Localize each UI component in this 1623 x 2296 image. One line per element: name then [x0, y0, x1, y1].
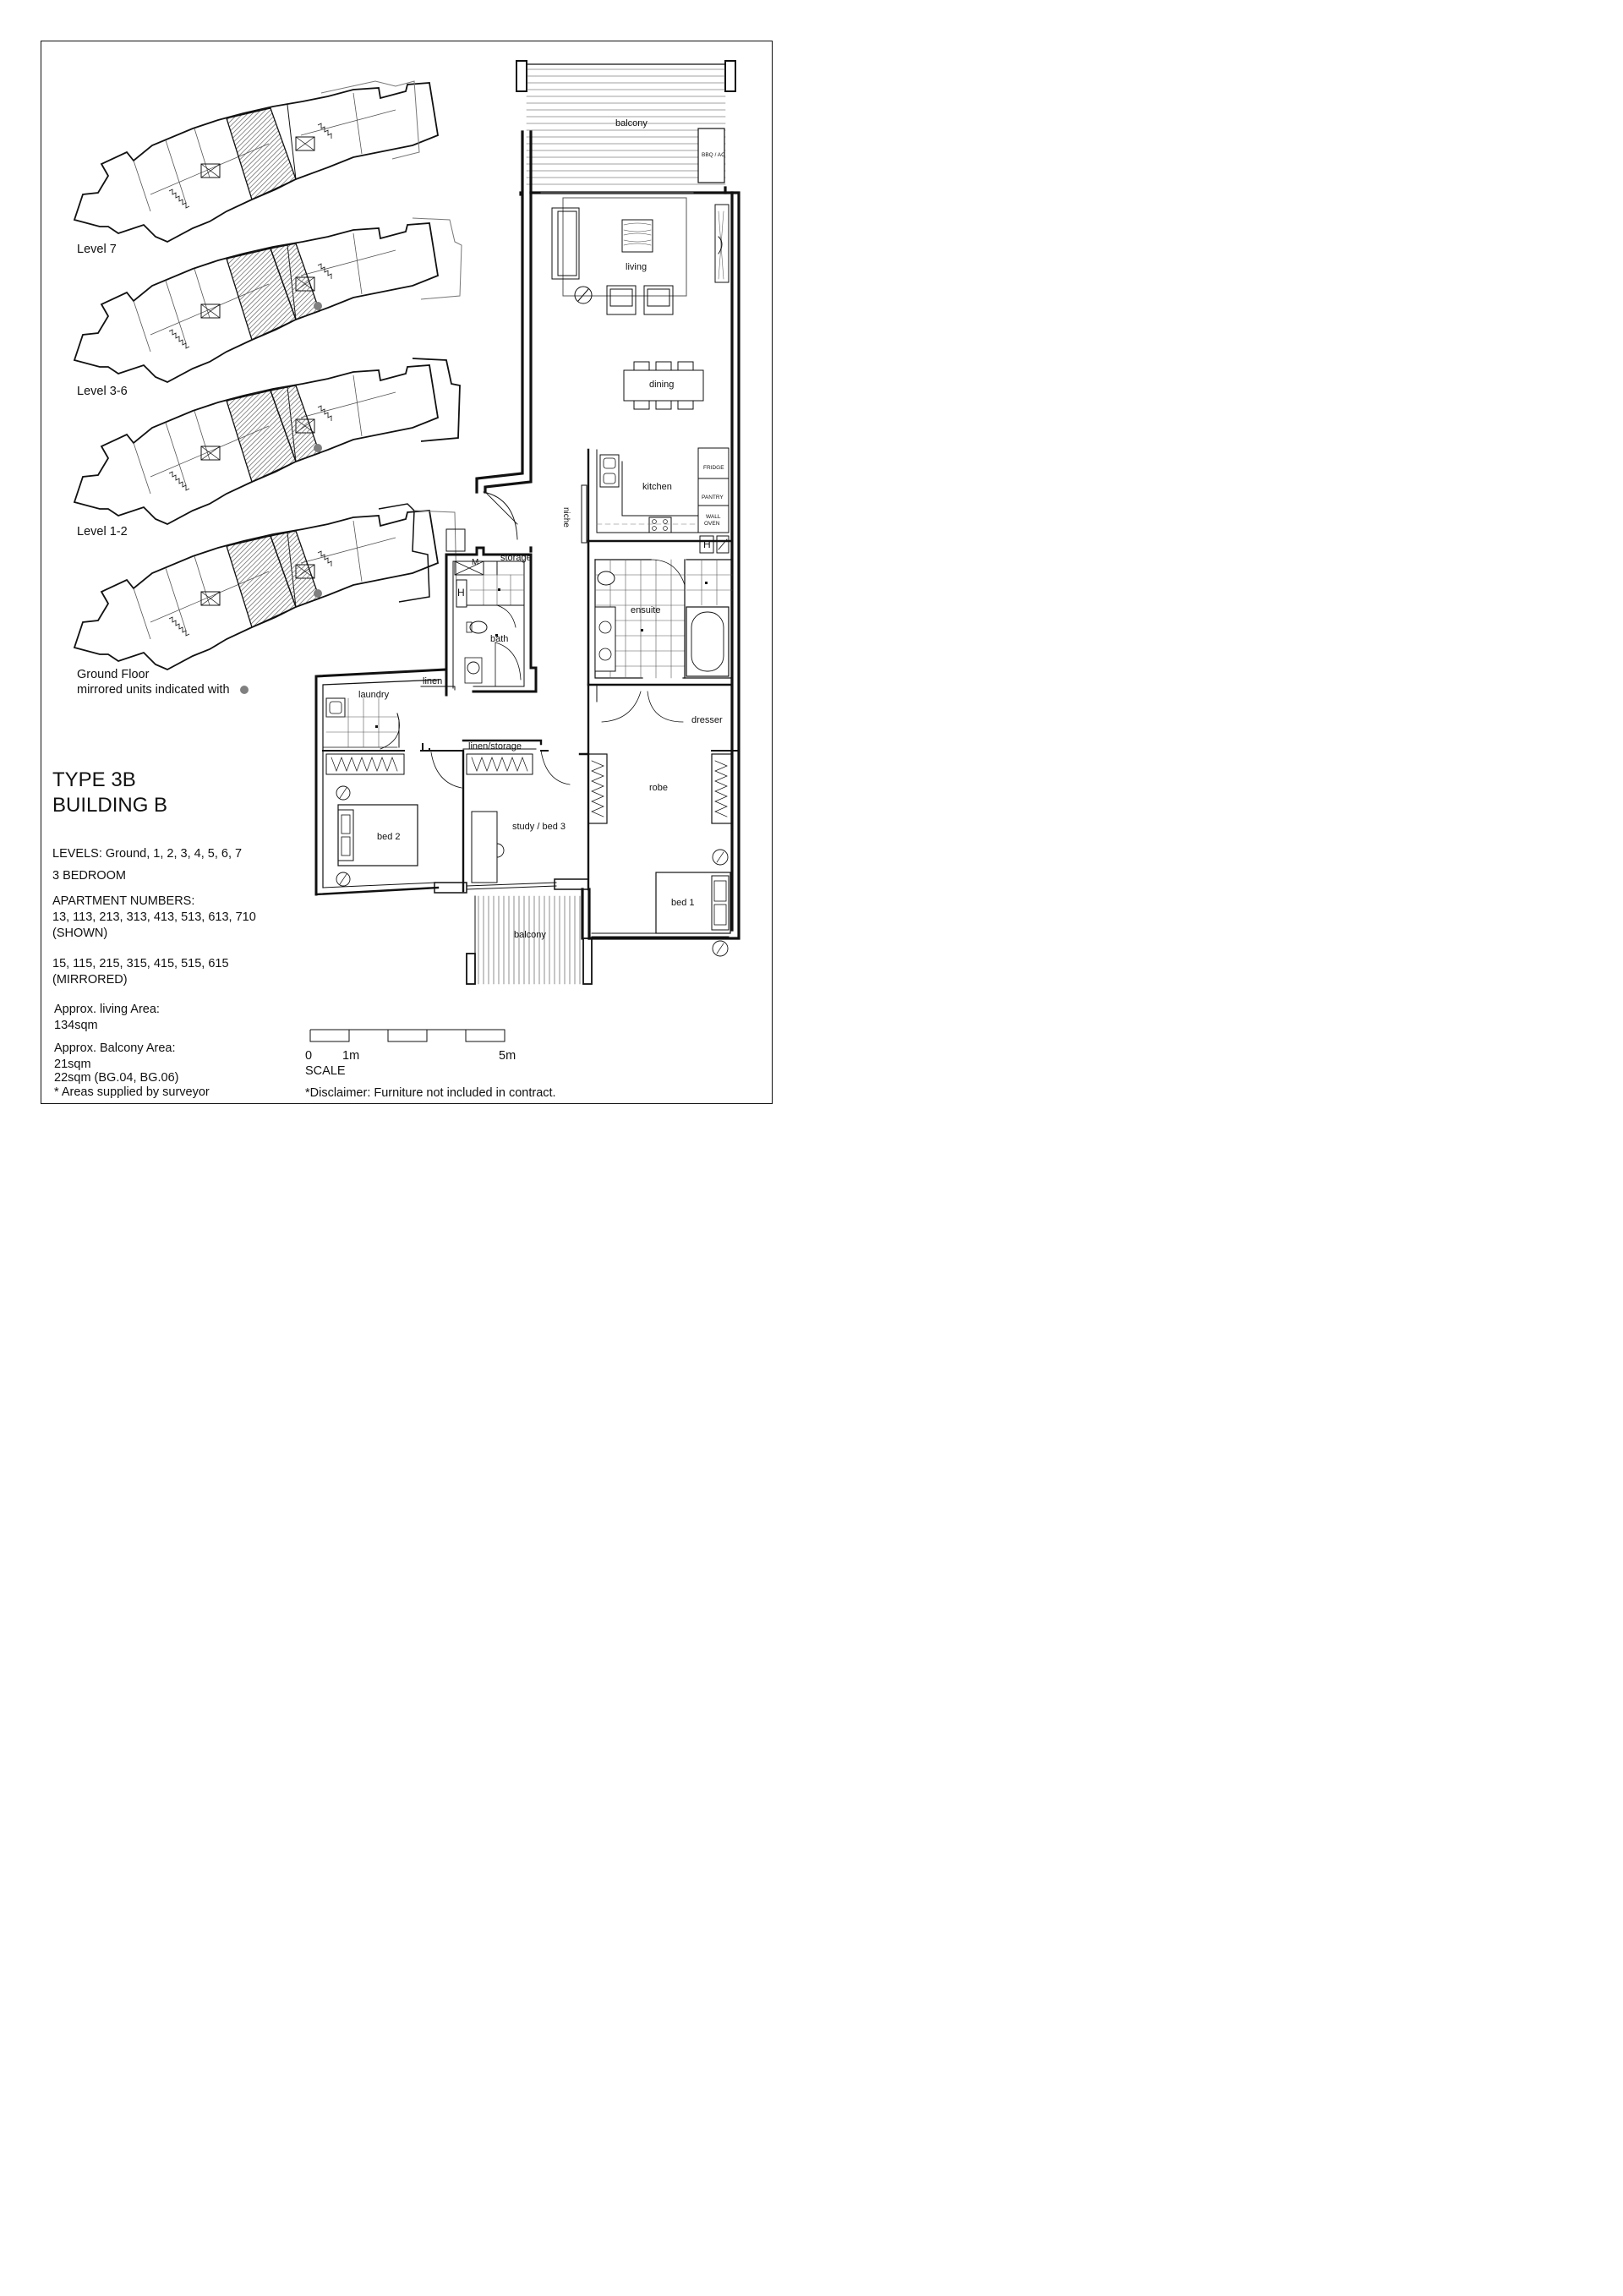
balcony-area-value-1: 21sqm — [54, 1058, 91, 1071]
mirrored-label: (MIRRORED) — [52, 973, 128, 987]
balcony-area-label: Approx. Balcony Area: — [54, 1041, 176, 1055]
apartment-numbers-heading: APARTMENT NUMBERS: — [52, 894, 195, 908]
scale-tick-5m: 5m — [499, 1049, 516, 1063]
room-label-robe: robe — [649, 783, 669, 793]
areas-note: * Areas supplied by surveyor — [54, 1085, 210, 1099]
room-label-dresser: dresser — [691, 715, 723, 725]
room-label-h-bath: H — [457, 587, 465, 599]
room-label-pantry: PANTRY — [702, 495, 724, 500]
room-label-h-kitchen: H — [703, 538, 711, 550]
disclaimer: *Disclaimer: Furniture not included in contract. — [305, 1086, 556, 1100]
mirrored-numbers: 15, 115, 215, 315, 415, 515, 615 — [52, 957, 229, 970]
room-label-wall: WALL — [706, 514, 721, 520]
room-label-niche: niche — [561, 507, 571, 528]
room-label-laundry: laundry — [358, 690, 390, 700]
scale-tick-0: 0 — [305, 1049, 313, 1063]
floor-plan — [0, 0, 812, 1148]
levels-line: LEVELS: Ground, 1, 2, 3, 4, 5, 6, 7 — [52, 847, 243, 861]
room-label-kitchen: kitchen — [642, 482, 672, 492]
room-label-fridge: FRIDGE — [703, 465, 724, 471]
living-furniture — [552, 198, 686, 314]
room-label-dining: dining — [649, 380, 675, 390]
level-1-2-label: Level 1-2 — [77, 525, 128, 538]
right-wing — [580, 685, 739, 956]
type-title: TYPE 3B — [52, 768, 136, 791]
room-label-bed-2: bed 2 — [377, 832, 401, 842]
room-label-oven: OVEN — [704, 521, 720, 527]
bedrooms-line: 3 BEDROOM — [52, 869, 127, 883]
ground-floor-label: Ground Floor — [77, 668, 150, 681]
room-label-study: study / bed 3 — [512, 822, 566, 832]
room-label-linen-storage: linen/storage — [468, 741, 522, 752]
room-label-bed-1: bed 1 — [671, 898, 695, 908]
room-label-bath: bath — [490, 634, 509, 644]
room-label-balcony-top: balcony — [615, 118, 648, 128]
level-7-label: Level 7 — [77, 243, 117, 256]
room-label-storage: storage — [500, 553, 532, 563]
level-3-6-label: Level 3-6 — [77, 385, 128, 398]
room-label-living: living — [626, 262, 648, 272]
living-area-value: 134sqm — [54, 1019, 98, 1032]
room-label-balcony-bottom: balcony — [514, 930, 546, 940]
room-label-linen: linen — [423, 676, 443, 686]
balcony-area-value-2: 22sqm (BG.04, BG.06) — [54, 1071, 179, 1085]
shown-label: (SHOWN) — [52, 927, 108, 940]
left-wing — [316, 670, 588, 894]
room-label-bbq: BBQ / AC — [702, 152, 725, 158]
bottom-balcony-deck — [467, 896, 592, 984]
scale-tick-1m: 1m — [342, 1049, 360, 1063]
shown-numbers: 13, 113, 213, 313, 413, 513, 613, 710 — [52, 910, 256, 924]
living-area-label: Approx. living Area: — [54, 1003, 160, 1016]
room-label-m: M — [472, 558, 479, 567]
building-title: BUILDING B — [52, 794, 168, 817]
exterior-walls — [477, 132, 739, 938]
kitchen-area — [582, 448, 732, 553]
room-label-ensuite: ensuite — [631, 605, 661, 615]
scale-label: SCALE — [305, 1064, 346, 1078]
mirrored-note: mirrored units indicated with — [77, 683, 249, 697]
